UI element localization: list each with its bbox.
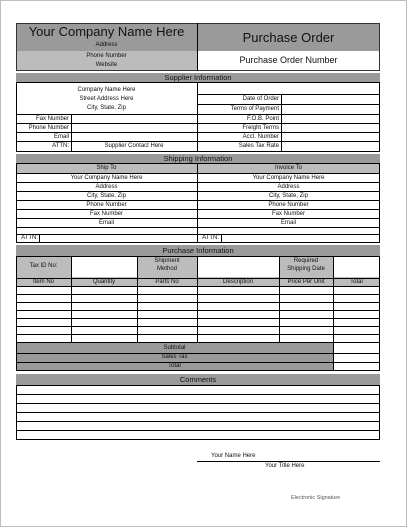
po-number-label: Purchase Order Number — [239, 55, 338, 65]
company-address: Address — [95, 42, 118, 48]
sales-tax-rate-label: Sales Tax Rate — [238, 143, 279, 149]
invoice-to-attn: ATTN: — [202, 235, 219, 241]
ship-to-fax: Fax Number — [89, 211, 123, 217]
signer-title: Your Title Here — [265, 463, 305, 469]
invoice-to-company: Your Company Name Here — [252, 175, 325, 181]
ship-to-address: Address — [95, 184, 118, 190]
required-ship-label-2: Shipping Date — [287, 266, 325, 272]
col-item-no: Item No — [32, 279, 54, 285]
col-price-per-unit: Price Per Unit — [287, 279, 325, 285]
supplier-contact: Supplier Contact Here — [104, 143, 164, 149]
col-quantity: Quantity — [92, 279, 116, 285]
required-ship-label-1: Required — [293, 258, 319, 264]
purchase-section-title: Purchase Information — [162, 246, 234, 255]
ship-to-city: City, State, Zip — [87, 193, 126, 199]
col-total: Total — [350, 279, 363, 285]
total-label: Total — [168, 363, 181, 369]
ship-to-phone: Phone Number — [86, 202, 127, 208]
freight-terms-label: Freight Terms — [242, 125, 279, 131]
supplier-attn-label: ATTN: — [52, 143, 69, 149]
supplier-street: Street Address Here — [79, 96, 134, 102]
supplier-fax-label: Fax Number — [35, 116, 69, 122]
ship-to-company: Your Company Name Here — [70, 175, 143, 181]
terms-of-payment-label: Terms of Payment — [230, 106, 279, 112]
electronic-signature-label: Electronic Signature — [291, 495, 341, 501]
document-title: Purchase Order — [242, 30, 335, 45]
company-name: Your Company Name Here — [28, 24, 185, 39]
col-parts-no: Parts No — [155, 279, 179, 285]
invoice-to-address: Address — [277, 184, 300, 190]
date-of-order-label: Date of Order — [242, 96, 279, 102]
acct-number-label: Acct. Number — [242, 134, 279, 140]
signer-name: Your Name Here — [211, 453, 256, 459]
supplier-phone-label: Phone Number — [28, 125, 69, 131]
supplier-company: Company Name Here — [77, 87, 136, 93]
invoice-to-fax: Fax Number — [271, 211, 305, 217]
shipment-method-label-1: Shipment — [154, 258, 180, 264]
subtotal-label: Subtotal — [163, 345, 186, 351]
supplier-section-title: Supplier Information — [164, 73, 232, 82]
sales-tax-label: Sales Tax — [161, 354, 188, 360]
comments-section-title: Comments — [179, 375, 217, 384]
fob-point-label: F.O.B. Point — [246, 116, 279, 122]
col-description: Description — [222, 279, 253, 285]
shipping-section-title: Shipping Information — [163, 154, 233, 163]
tax-id-label: Tax ID No: — [29, 263, 58, 269]
invoice-to-email: Email — [280, 220, 296, 226]
ship-to-attn: ATTN: — [21, 235, 38, 241]
company-phone: Phone Number — [86, 53, 127, 59]
company-website: Website — [95, 62, 118, 68]
ship-to-heading: Ship To — [96, 165, 117, 171]
invoice-to-heading: Invoice To — [275, 165, 302, 171]
shipment-method-label-2: Method — [156, 266, 177, 272]
header-frame — [16, 23, 380, 71]
invoice-to-city: City, State, Zip — [269, 193, 308, 199]
supplier-email-label: Email — [53, 134, 69, 140]
invoice-to-phone: Phone Number — [268, 202, 309, 208]
supplier-city: City, State, Zip — [87, 105, 126, 111]
ship-to-email: Email — [98, 220, 114, 226]
